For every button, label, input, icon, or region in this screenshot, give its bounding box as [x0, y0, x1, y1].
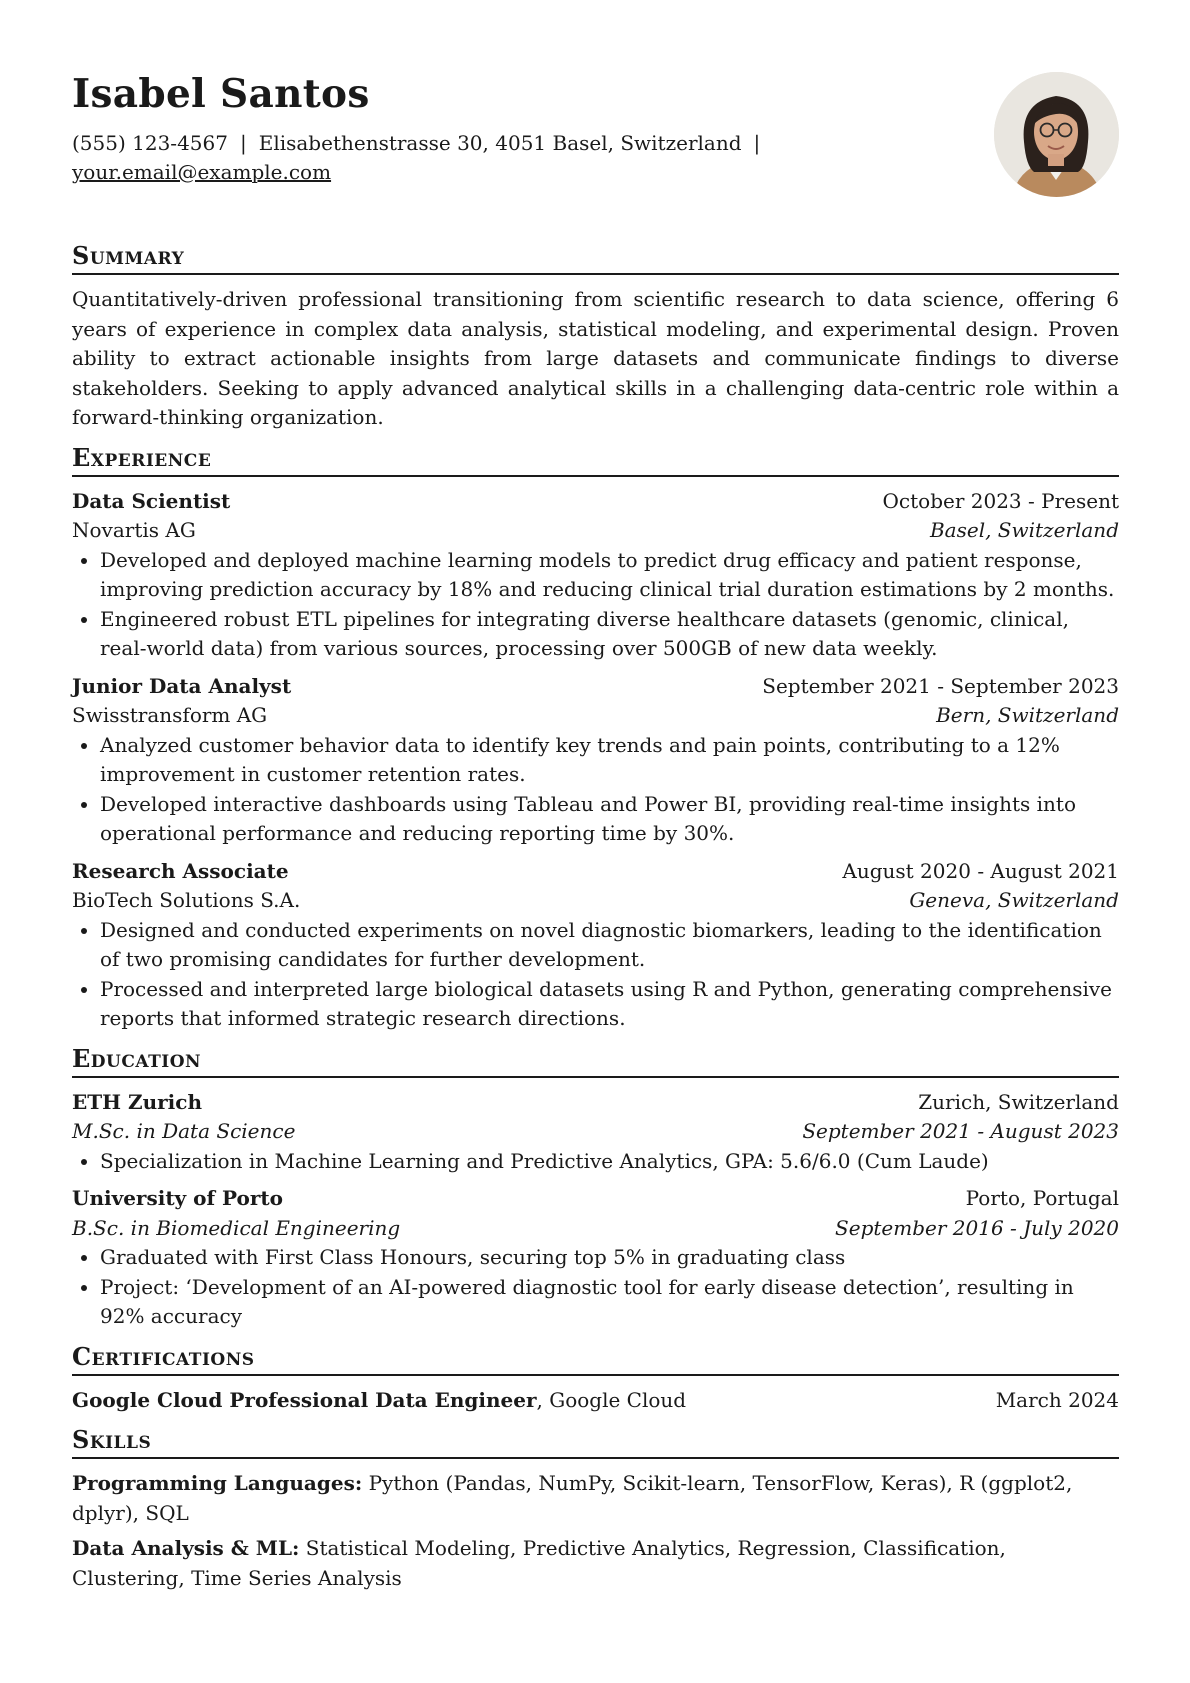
bullet-item: • Specialization in Machine Learning and Predictive Analytics, GPA: 5.6/6.0 (Cum Laude): [100, 1147, 1119, 1177]
experience-entry: [72, 487, 1119, 664]
school-location: Zurich, Switzerland: [918, 1089, 1119, 1114]
email-link[interactable]: your.email@example.com: [72, 160, 332, 184]
school-name: ETH Zurich: [72, 1089, 202, 1114]
resume-header: [72, 0, 1119, 231]
certification-issuer: , Google Cloud: [536, 1387, 687, 1412]
bullet-list: [72, 916, 1119, 1034]
certification-date: March 2024: [995, 1387, 1119, 1412]
skill-row: [72, 1534, 1119, 1593]
job-title: Data Scientist: [72, 488, 231, 513]
education-section: [72, 1044, 1119, 1332]
experience-section: [72, 443, 1119, 1034]
job-dates: October 2023 - Present: [882, 488, 1119, 513]
skills-section: [72, 1425, 1119, 1593]
certifications-section: [72, 1342, 1119, 1416]
company-name: BioTech Solutions S.A.: [72, 888, 301, 912]
bullet-item: • Developed and deployed machine learning models to predict drug efficacy and patient response, improving prediction accuracy by 18% and reducing clinical trial duration estimations by 2 months.: [100, 546, 1119, 605]
skill-label: Data Analysis & ML:: [72, 1536, 300, 1560]
bullet-item: • Processed and interpreted large biological datasets using R and Python, generating comprehensive reports that informed strategic research directions.: [100, 975, 1119, 1034]
bullet-item: • Graduated with First Class Honours, securing top 5% in graduating class: [100, 1243, 1119, 1273]
certification-entry: [72, 1386, 1119, 1416]
bullet-item: • Designed and conducted experiments on novel diagnostic biomarkers, leading to the identification of two promising candidates for further development.: [100, 916, 1119, 975]
bullet-item: • Developed interactive dashboards using Tableau and Power BI, providing real-time insights into operational performance and reducing reporting time by 30%.: [100, 790, 1119, 849]
bullet-list: [72, 1147, 1119, 1177]
bullet-item: • Project: ‘Development of an AI-powered diagnostic tool for early disease detection’, resulting in 92% accuracy: [100, 1273, 1119, 1332]
school-location: Porto, Portugal: [965, 1186, 1119, 1210]
bullet-item: • Engineered robust ETL pipelines for integrating diverse healthcare datasets (genomic, clinical, real-world data) from various sources, processing over 500GB of new data weekly.: [100, 605, 1119, 664]
bullet-list: [72, 731, 1119, 849]
portrait-image: [994, 72, 1119, 197]
contact-line: [72, 129, 792, 187]
education-entry: [72, 1088, 1119, 1177]
skill-value: Statistical Modeling, Predictive Analytics, Regression, Classification, Clustering, Time Series Analysis: [72, 1536, 1006, 1590]
skill-label: Programming Languages:: [72, 1471, 363, 1495]
address: Elisabethenstrasse 30, 4051 Basel, Switzerland: [258, 131, 742, 155]
certification-name: Google Cloud Professional Data Engineer: [72, 1387, 537, 1412]
job-title: Research Associate: [72, 858, 289, 883]
section-title-skills: Skills: [72, 1425, 1119, 1459]
contact-separator: |: [239, 131, 247, 155]
degree: B.Sc. in Biomedical Engineering: [72, 1215, 401, 1240]
education-dates: September 2016 - July 2020: [835, 1215, 1119, 1240]
job-location: Basel, Switzerland: [929, 518, 1119, 542]
job-location: Geneva, Switzerland: [909, 888, 1119, 912]
company-name: Swisstransform AG: [72, 703, 268, 727]
section-title-summary: Summary: [72, 241, 1119, 275]
degree: M.Sc. in Data Science: [72, 1119, 296, 1143]
section-title-certifications: Certifications: [72, 1342, 1119, 1376]
experience-entry: [72, 857, 1119, 1034]
school-name: University of Porto: [72, 1186, 284, 1210]
skill-value: Python (Pandas, NumPy, Scikit-learn, TensorFlow, Keras), R (ggplot2, dplyr), SQL: [72, 1471, 1073, 1525]
education-entry: [72, 1184, 1119, 1332]
skill-row: [72, 1469, 1119, 1528]
company-name: Novartis AG: [72, 518, 196, 542]
job-title: Junior Data Analyst: [72, 673, 292, 698]
candidate-name: Isabel Santos: [72, 71, 370, 117]
summary-text: Quantitatively-driven professional transitioning from scientific research to data science, offering 6 years of experience in complex data analysis, statistical modeling, and experimental design. Proven ability to extract actionable insights from large datasets and communicate findings to diverse stakeholders. Seeking to apply advanced analytical skills in a challenging data-centric role within a forward-thinking organization.: [72, 287, 1119, 429]
section-title-education: Education: [72, 1044, 1119, 1078]
bullet-item: • Analyzed customer behavior data to identify key trends and pain points, contributing to a 12% improvement in customer retention rates.: [100, 731, 1119, 790]
education-dates: September 2021 - August 2023: [802, 1119, 1119, 1143]
section-title-experience: Experience: [72, 443, 1119, 477]
job-location: Bern, Switzerland: [936, 703, 1119, 727]
summary-section: [72, 241, 1119, 433]
job-dates: August 2020 - August 2021: [842, 858, 1119, 883]
bullet-list: [72, 546, 1119, 664]
profile-photo: [994, 72, 1119, 197]
job-dates: September 2021 - September 2023: [762, 673, 1119, 698]
bullet-list: [72, 1243, 1119, 1332]
experience-entry: [72, 672, 1119, 849]
phone-number: (555) 123-4567: [72, 131, 228, 155]
contact-separator: |: [753, 131, 761, 155]
